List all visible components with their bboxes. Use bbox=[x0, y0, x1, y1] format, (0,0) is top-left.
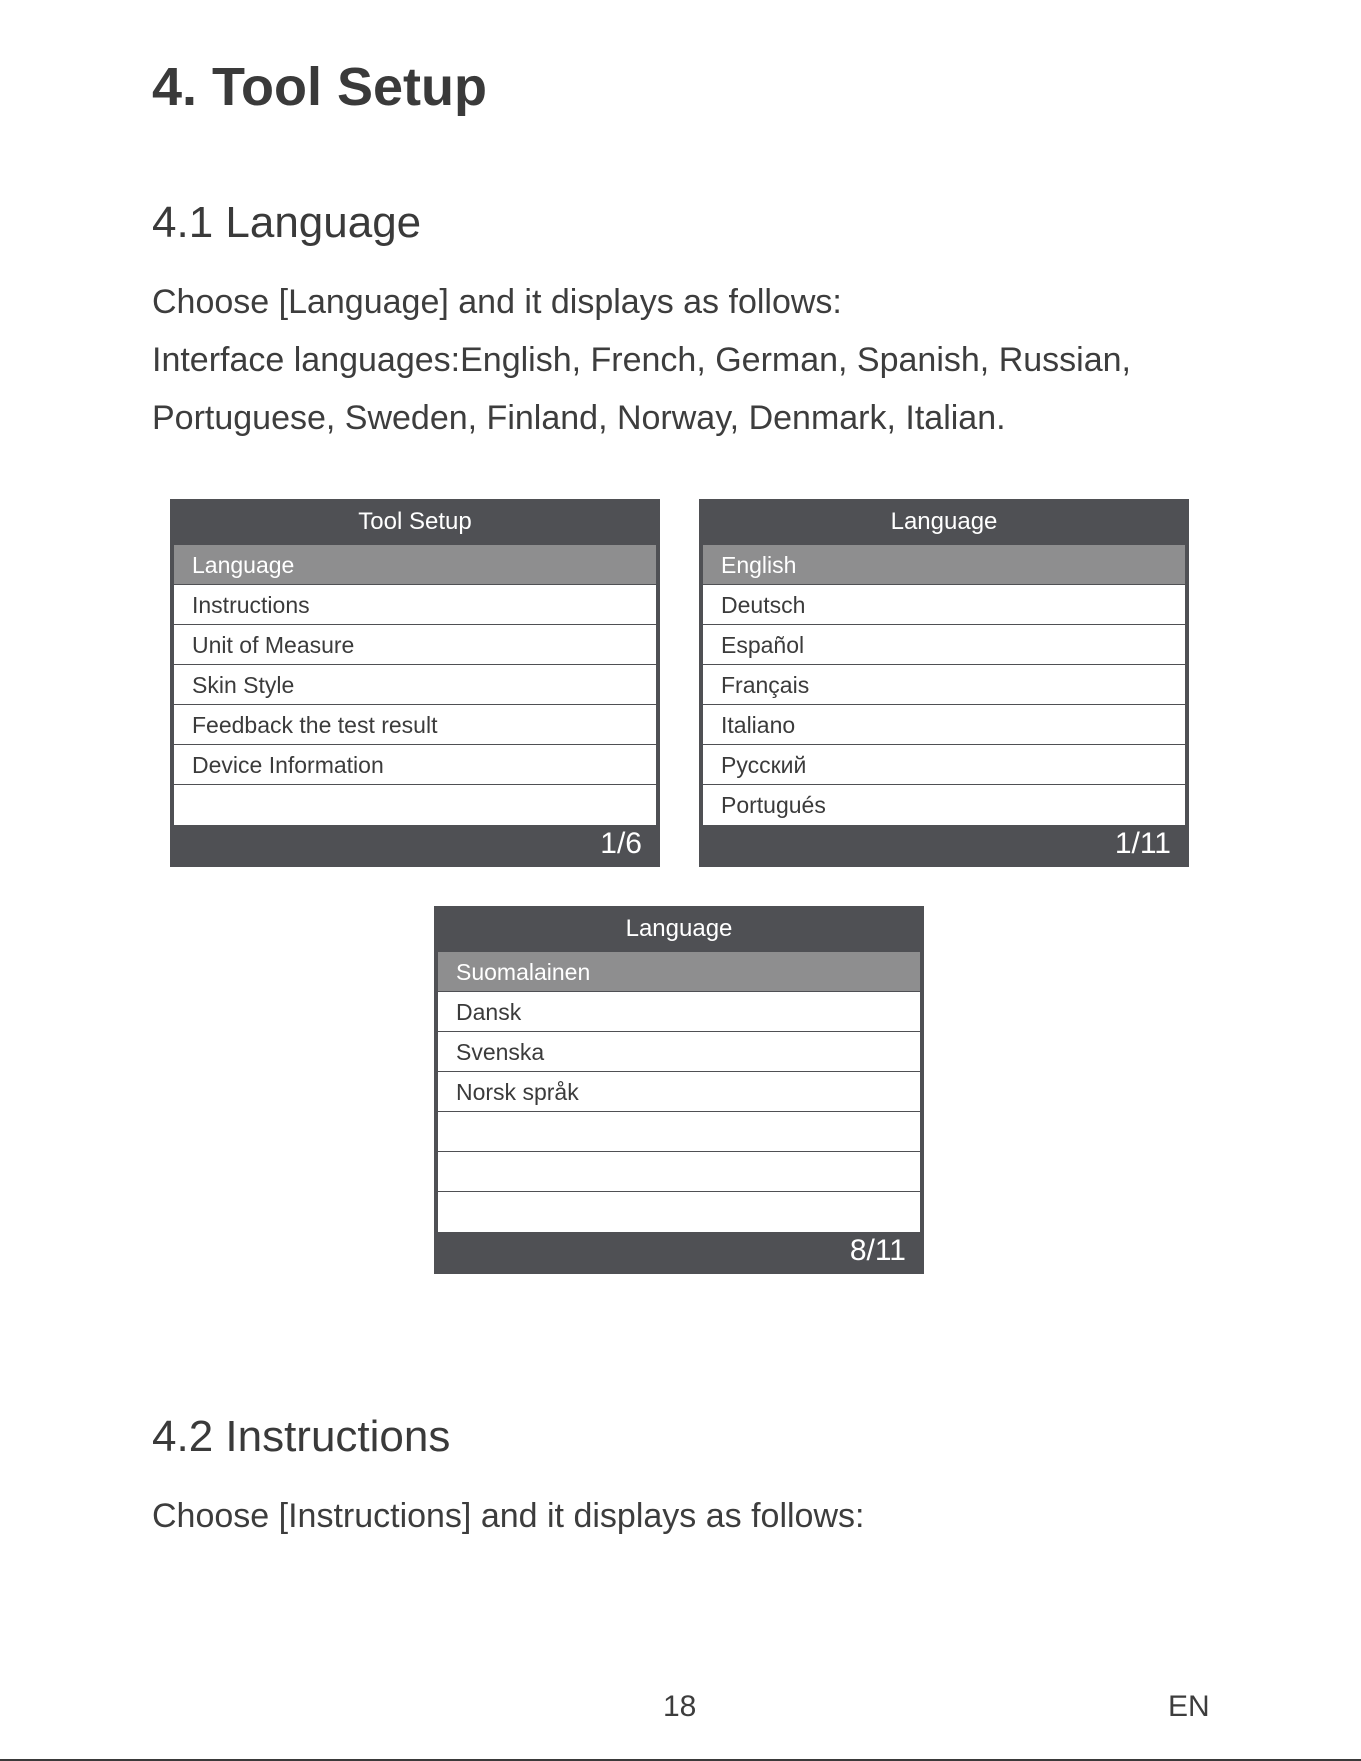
menu-item-empty bbox=[438, 1112, 920, 1152]
menu-item-device-information[interactable]: Device Information bbox=[174, 745, 656, 785]
menu-item-empty bbox=[438, 1192, 920, 1232]
screen-title: Language bbox=[890, 508, 998, 535]
section-title-language: 4.1 Language bbox=[152, 198, 422, 247]
page-number: 18 bbox=[663, 1690, 697, 1723]
language-code: EN bbox=[1168, 1690, 1210, 1723]
tool-setup-screen bbox=[170, 499, 660, 867]
language-option-svenska[interactable]: Svenska bbox=[438, 1032, 920, 1072]
language-option-dansk[interactable]: Dansk bbox=[438, 992, 920, 1032]
language-option-norsk[interactable]: Norsk språk bbox=[438, 1072, 920, 1112]
page-heading: 4. Tool Setup bbox=[152, 57, 487, 117]
page-indicator: 1/6 bbox=[600, 827, 642, 860]
menu-item-unit-of-measure[interactable]: Unit of Measure bbox=[174, 625, 656, 665]
language-option-francais[interactable]: Français bbox=[703, 665, 1185, 705]
language-list bbox=[438, 952, 920, 1232]
language-screen-page-1 bbox=[699, 499, 1189, 867]
instructions-intro-text: Choose [Instructions] and it displays as follows: bbox=[152, 1497, 865, 1535]
menu-item-empty bbox=[438, 1152, 920, 1192]
language-option-portugues[interactable]: Portugués bbox=[721, 792, 826, 818]
screen-title: Language bbox=[625, 915, 733, 942]
language-option-italiano[interactable]: Italiano bbox=[703, 705, 1185, 745]
menu-item-instructions[interactable]: Instructions bbox=[174, 585, 656, 625]
language-screen-page-8 bbox=[434, 906, 924, 1274]
language-list-text-line2: Portuguese, Sweden, Finland, Norway, Denmark, Italian. bbox=[152, 399, 1006, 437]
menu-item-language[interactable]: Language bbox=[174, 545, 656, 585]
language-option-english[interactable]: English bbox=[703, 545, 1185, 585]
language-intro-text: Choose [Language] and it displays as follows: bbox=[152, 283, 842, 321]
page-indicator: 1/11 bbox=[1114, 827, 1171, 860]
menu-item-empty bbox=[174, 785, 656, 825]
menu-list bbox=[174, 545, 656, 825]
language-list-text-line1: Interface languages:English, French, German, Spanish, Russian, bbox=[152, 341, 1131, 379]
menu-item-skin-style[interactable]: Skin Style bbox=[174, 665, 656, 705]
language-option-suomalainen[interactable]: Suomalainen bbox=[438, 952, 920, 992]
menu-item-feedback[interactable]: Feedback the test result bbox=[174, 705, 656, 745]
screen-title: Tool Setup bbox=[358, 508, 472, 535]
language-option-espanol[interactable]: Español bbox=[703, 625, 1185, 665]
language-option-deutsch[interactable]: Deutsch bbox=[703, 585, 1185, 625]
section-title-instructions: 4.2 Instructions bbox=[152, 1412, 451, 1461]
language-list bbox=[703, 545, 1185, 825]
page-indicator: 8/11 bbox=[849, 1234, 906, 1267]
language-option-russian[interactable]: Русский bbox=[703, 745, 1185, 785]
